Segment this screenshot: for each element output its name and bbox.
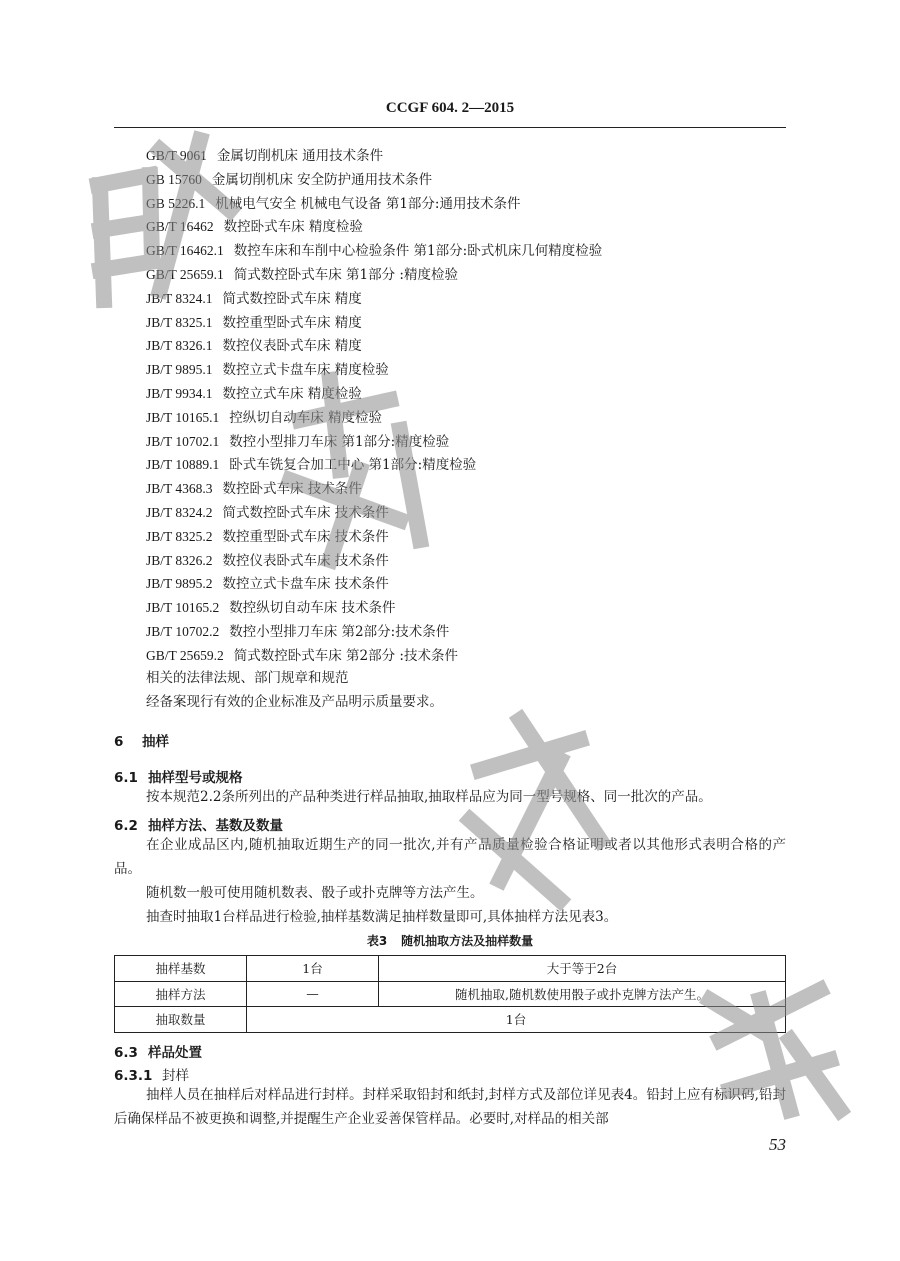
section-6-3-heading <box>114 1041 202 1061</box>
section-6-1-text: 按本规范2.2条所列出的产品种类进行样品抽取,抽取样品应为同一型号规格、同一批次的产品。 <box>146 789 712 805</box>
reference-title: 数控立式卡盘车床 精度检验 <box>222 362 389 379</box>
section-number: 6.2 <box>114 818 138 834</box>
reference-code: JB/T 8326.1 <box>146 338 213 354</box>
table-row <box>115 956 786 982</box>
reference-item <box>146 477 602 501</box>
standard-number-header: CCGF 604. 2—2015 <box>385 100 515 116</box>
reference-item <box>146 311 602 335</box>
section-number: 6.3 <box>114 1045 138 1061</box>
table-3-caption <box>114 932 786 949</box>
page-number: 53 <box>769 1135 786 1154</box>
section-title: 抽样型号或规格 <box>148 770 243 786</box>
reference-title: 数控重型卧式车床 技术条件 <box>222 528 389 545</box>
reference-item <box>146 572 602 596</box>
reference-code: JB/T 10702.2 <box>146 623 220 639</box>
reference-code: JB/T 9895.2 <box>146 576 213 592</box>
section-6-3-1-text: 抽样人员在抽样后对样品进行封样。封样采取铅封和纸封,封样方式及部位详见表4。铅封上应有标识码,铅封后确保样品不被更换和调整,并提醒生产企业妥善保管样品。必要时,对样品的相关部 <box>114 1087 786 1127</box>
table-cell: 1台 <box>247 956 379 982</box>
reference-item <box>146 263 602 287</box>
reference-item <box>146 239 602 263</box>
reference-code: JB/T 10702.1 <box>146 433 220 449</box>
reference-title: 数控卧式车床 技术条件 <box>222 481 362 498</box>
reference-code: JB/T 4368.3 <box>146 481 213 497</box>
reference-item <box>146 287 602 311</box>
reference-code: GB/T 25659.1 <box>146 266 224 282</box>
reference-code: GB/T 25659.2 <box>146 647 224 663</box>
reference-code: GB/T 16462.1 <box>146 243 224 259</box>
table-cell: — <box>247 981 379 1007</box>
reference-title: 数控卧式车床 精度检验 <box>223 219 363 236</box>
reference-code: GB 5226.1 <box>146 195 206 211</box>
reference-code: JB/T 8325.1 <box>146 314 213 330</box>
table-cell: 抽取数量 <box>115 1007 247 1033</box>
reference-title: 简式数控卧式车床 第2部分 :技术条件 <box>233 647 458 664</box>
table-row <box>115 981 786 1007</box>
enterprise-reference: 经备案现行有效的企业标准及产品明示质量要求。 <box>146 694 443 710</box>
reference-code: JB/T 8324.2 <box>146 504 213 520</box>
section-6-3-1-heading <box>114 1064 189 1084</box>
header-rule <box>114 127 786 128</box>
reference-title: 简式数控卧式车床 技术条件 <box>222 504 389 521</box>
section-6-1-heading <box>114 766 243 786</box>
section-number: 6 <box>114 734 124 750</box>
reference-code: JB/T 10165.2 <box>146 600 220 616</box>
reference-item <box>146 382 602 406</box>
reference-title: 机械电气安全 机械电气设备 第1部分:通用技术条件 <box>215 195 521 212</box>
reference-title: 简式数控卧式车床 第1部分 :精度检验 <box>233 266 458 283</box>
table-cell: 随机抽取,随机数使用骰子或扑克牌方法产生。 <box>379 981 786 1007</box>
reference-title: 卧式车铣复合加工中心 第1部分:精度检验 <box>229 457 477 474</box>
reference-title: 数控重型卧式车床 精度 <box>222 314 362 331</box>
reference-item <box>146 192 602 216</box>
reference-item <box>146 549 602 573</box>
table-cell: 抽样方法 <box>115 981 247 1007</box>
section-title: 抽样方法、基数及数量 <box>148 818 283 834</box>
reference-item <box>146 334 602 358</box>
section-6-2-paragraph-3: 抽查时抽取1台样品进行检验,抽样基数满足抽样数量即可,具体抽样方法见表3。 <box>146 909 618 925</box>
reference-code: JB/T 10889.1 <box>146 457 220 473</box>
table-number: 表3 <box>366 934 388 948</box>
section-title: 封样 <box>162 1068 189 1084</box>
section-6-heading <box>114 730 169 750</box>
reference-item <box>146 430 602 454</box>
table-row <box>115 1007 786 1033</box>
reference-title: 金属切削机床 安全防护通用技术条件 <box>211 171 433 188</box>
table-cell: 大于等于2台 <box>379 956 786 982</box>
sampling-table <box>114 955 786 1033</box>
table-cell: 1台 <box>247 1007 786 1033</box>
reference-item <box>146 406 602 430</box>
reference-title: 数控仪表卧式车床 精度 <box>222 338 362 355</box>
reference-code: GB/T 16462 <box>146 219 214 235</box>
table-cell: 抽样基数 <box>115 956 247 982</box>
reference-item <box>146 168 602 192</box>
reference-code: JB/T 8326.2 <box>146 552 213 568</box>
reference-item <box>146 525 602 549</box>
reference-title: 数控立式卡盘车床 技术条件 <box>222 576 389 593</box>
normative-reference-list <box>146 144 602 668</box>
reference-title: 金属切削机床 通用技术条件 <box>216 148 384 164</box>
reference-code: JB/T 10165.1 <box>146 409 220 425</box>
section-6-2-paragraph-2: 随机数一般可使用随机数表、骰子或扑克牌等方法产生。 <box>146 885 484 901</box>
reference-title: 数控小型排刀车床 第2部分:技术条件 <box>229 623 450 640</box>
section-title: 抽样 <box>142 734 169 750</box>
reference-item <box>146 453 602 477</box>
table-title: 随机抽取方法及抽样数量 <box>401 934 534 948</box>
section-number: 6.3.1 <box>114 1068 153 1084</box>
section-6-2-heading <box>114 814 283 834</box>
reference-item <box>146 215 602 239</box>
reference-title: 控纵切自动车床 精度检验 <box>229 409 383 426</box>
reference-code: GB/T 9061 <box>146 148 207 163</box>
reference-item <box>146 144 602 168</box>
reference-item <box>146 644 602 668</box>
reference-item <box>146 596 602 620</box>
section-6-2-paragraph-1: 在企业成品区内,随机抽取近期生产的同一批次,并有产品质量检验合格证明或者以其他形式表明合格的产品。 <box>114 837 786 877</box>
reference-title: 数控车床和车削中心检验条件 第1部分:卧式机床几何精度检验 <box>233 243 603 260</box>
reference-title: 简式数控卧式车床 精度 <box>222 290 362 307</box>
section-number: 6.1 <box>114 770 138 786</box>
reference-item <box>146 501 602 525</box>
reference-title: 数控小型排刀车床 第1部分:精度检验 <box>229 433 450 450</box>
reference-title: 数控纵切自动车床 技术条件 <box>229 600 396 617</box>
reference-title: 数控立式车床 精度检验 <box>222 385 362 402</box>
reference-code: JB/T 8324.1 <box>146 290 213 306</box>
reference-code: GB 15760 <box>146 171 202 187</box>
reference-item <box>146 620 602 644</box>
reference-title: 数控仪表卧式车床 技术条件 <box>222 552 389 569</box>
reference-item <box>146 358 602 382</box>
reference-code: JB/T 9895.1 <box>146 362 213 378</box>
laws-reference: 相关的法律法规、部门规章和规范 <box>146 670 349 686</box>
reference-code: JB/T 8325.2 <box>146 528 213 544</box>
section-title: 样品处置 <box>148 1045 202 1061</box>
reference-code: JB/T 9934.1 <box>146 385 213 401</box>
